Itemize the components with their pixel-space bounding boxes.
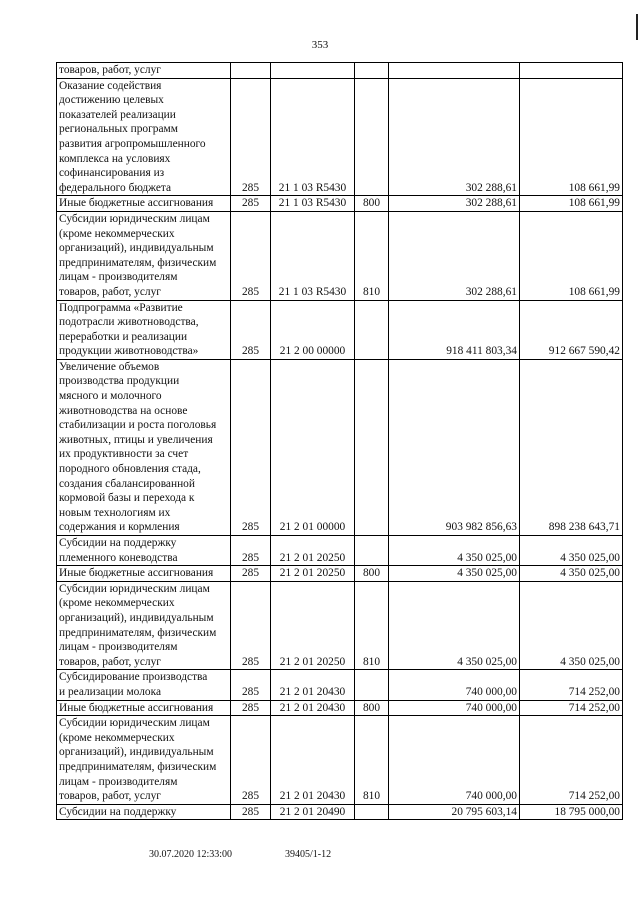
budget-table-body xyxy=(57,63,623,820)
page-edge-mark xyxy=(636,14,638,40)
expense-type: 800 xyxy=(355,566,389,582)
row-name-line: товаров, работ, услуг xyxy=(59,64,161,76)
row-name-line: создания сбалансированной xyxy=(59,477,195,490)
table-row xyxy=(57,359,623,535)
row-name-line: Субсидии на поддержку xyxy=(59,805,177,818)
amount-2: 108 661,99 xyxy=(520,196,623,212)
row-name xyxy=(57,63,231,79)
row-name-line: комплекса на условиях xyxy=(59,152,171,165)
admin-code xyxy=(231,63,271,79)
row-name-line: содержания и кормления xyxy=(59,521,180,534)
row-name xyxy=(57,804,231,820)
row-name-line: Иные бюджетные ассигнования xyxy=(59,567,214,580)
row-name-line: продукции животноводства» xyxy=(59,345,199,358)
target-article: 21 1 03 R5430 xyxy=(271,78,355,196)
row-name-line: Увеличение объемов xyxy=(59,360,160,373)
table-row xyxy=(57,581,623,670)
row-name xyxy=(57,670,231,700)
page-number: 353 xyxy=(311,39,329,51)
footer-datetime: 30.07.2020 12:33:00 xyxy=(149,849,233,860)
row-name-line: породного обновления стада, xyxy=(59,463,201,476)
row-name-line: новым технологиям их xyxy=(59,506,171,519)
admin-code: 285 xyxy=(231,716,271,805)
target-article: 21 1 03 R5430 xyxy=(271,211,355,300)
target-article xyxy=(271,63,355,79)
amount-2: 108 661,99 xyxy=(520,78,623,196)
amount-2: 18 795 000,00 xyxy=(520,804,623,820)
row-name xyxy=(57,536,231,566)
row-name xyxy=(57,700,231,716)
target-article: 21 2 01 00000 xyxy=(271,359,355,535)
amount-1: 302 288,61 xyxy=(389,78,520,196)
admin-code: 285 xyxy=(231,566,271,582)
expense-type: 800 xyxy=(355,700,389,716)
row-name-line: Субсидии юридическим лицам xyxy=(59,717,210,730)
amount-2: 4 350 025,00 xyxy=(520,566,623,582)
row-name xyxy=(57,300,231,359)
row-name-line: достижению целевых xyxy=(59,94,164,107)
expense-type xyxy=(355,536,389,566)
row-name-line: федерального бюджета xyxy=(59,181,172,194)
row-name-line: товаров, работ, услуг xyxy=(59,790,161,803)
table-row xyxy=(57,196,623,212)
amount-1: 302 288,61 xyxy=(389,211,520,300)
table-row xyxy=(57,566,623,582)
row-name-line: софинансирования из xyxy=(59,167,165,180)
table-row xyxy=(57,804,623,820)
row-name-line: производства продукции xyxy=(59,375,180,388)
row-name-line: переработки и реализации xyxy=(59,330,188,343)
amount-1: 4 350 025,00 xyxy=(389,581,520,670)
expense-type xyxy=(355,300,389,359)
target-article: 21 2 01 20430 xyxy=(271,700,355,716)
target-article: 21 1 03 R5430 xyxy=(271,196,355,212)
expense-type: 810 xyxy=(355,211,389,300)
row-name-line: Субсидии юридическим лицам xyxy=(59,212,210,225)
row-name-line: их продуктивности за счет xyxy=(59,448,189,461)
table-row xyxy=(57,670,623,700)
row-name-line: Субсидирование производства xyxy=(59,671,208,684)
amount-2: 108 661,99 xyxy=(520,211,623,300)
row-name-line: Субсидии юридическим лицам xyxy=(59,582,210,595)
footer-doc-code: 39405/1-12 xyxy=(285,849,332,860)
amount-2 xyxy=(520,63,623,79)
admin-code: 285 xyxy=(231,536,271,566)
admin-code: 285 xyxy=(231,211,271,300)
row-name-line: организаций), индивидуальным xyxy=(59,746,214,759)
amount-2: 714 252,00 xyxy=(520,670,623,700)
amount-2: 714 252,00 xyxy=(520,700,623,716)
admin-code: 285 xyxy=(231,670,271,700)
admin-code: 285 xyxy=(231,581,271,670)
target-article: 21 2 00 00000 xyxy=(271,300,355,359)
row-name-line: товаров, работ, услуг xyxy=(59,285,161,298)
row-name-line: региональных программ xyxy=(59,123,178,136)
row-name xyxy=(57,716,231,805)
row-name-line: предпринимателям, физическим xyxy=(59,760,217,773)
table-row xyxy=(57,211,623,300)
amount-1: 740 000,00 xyxy=(389,716,520,805)
target-article: 21 2 01 20250 xyxy=(271,536,355,566)
amount-1: 740 000,00 xyxy=(389,670,520,700)
row-name-line: (кроме некоммерческих xyxy=(59,227,175,240)
amount-1: 918 411 803,34 xyxy=(389,300,520,359)
row-name-line: племенного коневодства xyxy=(59,551,178,564)
admin-code: 285 xyxy=(231,300,271,359)
row-name xyxy=(57,196,231,212)
row-name-line: Оказание содействия xyxy=(59,79,162,92)
expense-type: 800 xyxy=(355,196,389,212)
row-name-line: предпринимателям, физическим xyxy=(59,626,217,639)
amount-2: 4 350 025,00 xyxy=(520,536,623,566)
row-name-line: мясного и молочного xyxy=(59,390,162,403)
row-name-line: лицам - производителям xyxy=(59,775,178,788)
amount-1: 903 982 856,63 xyxy=(389,359,520,535)
row-name-line: (кроме некоммерческих xyxy=(59,731,175,744)
row-name xyxy=(57,566,231,582)
table-row xyxy=(57,300,623,359)
row-name-line: и реализации молока xyxy=(59,685,162,698)
table-row xyxy=(57,716,623,805)
expense-type: 810 xyxy=(355,581,389,670)
row-name xyxy=(57,581,231,670)
target-article: 21 2 01 20490 xyxy=(271,804,355,820)
amount-1 xyxy=(389,63,520,79)
row-name-line: предпринимателям, физическим xyxy=(59,256,217,269)
amount-2: 898 238 643,71 xyxy=(520,359,623,535)
expense-type xyxy=(355,804,389,820)
expense-type xyxy=(355,78,389,196)
row-name-line: (кроме некоммерческих xyxy=(59,597,175,610)
admin-code: 285 xyxy=(231,196,271,212)
target-article: 21 2 01 20250 xyxy=(271,566,355,582)
row-name-line: организаций), индивидуальным xyxy=(59,611,214,624)
expense-type xyxy=(355,63,389,79)
row-name-line: кормовой базы и перехода к xyxy=(59,492,195,505)
target-article: 21 2 01 20250 xyxy=(271,581,355,670)
row-name-line: Иные бюджетные ассигнования xyxy=(59,701,214,714)
row-name-line: показателей реализации xyxy=(59,108,176,121)
table-row xyxy=(57,536,623,566)
amount-2: 714 252,00 xyxy=(520,716,623,805)
row-name-line: Субсидии на поддержку xyxy=(59,537,177,549)
admin-code: 285 xyxy=(231,804,271,820)
expense-type: 810 xyxy=(355,716,389,805)
target-article: 21 2 01 20430 xyxy=(271,670,355,700)
row-name xyxy=(57,211,231,300)
table-row xyxy=(57,700,623,716)
table-row xyxy=(57,78,623,196)
budget-table xyxy=(56,62,623,820)
row-name-line: Иные бюджетные ассигнования xyxy=(59,197,214,210)
amount-2: 912 667 590,42 xyxy=(520,300,623,359)
row-name-line: лицам - производителям xyxy=(59,271,178,284)
row-name xyxy=(57,359,231,535)
row-name-line: товаров, работ, услуг xyxy=(59,655,161,668)
admin-code: 285 xyxy=(231,359,271,535)
row-name-line: организаций), индивидуальным xyxy=(59,242,214,255)
expense-type xyxy=(355,670,389,700)
table-row xyxy=(57,63,623,79)
row-name-line: животноводства на основе xyxy=(59,404,188,417)
row-name-line: развития агропромышленного xyxy=(59,137,206,150)
admin-code: 285 xyxy=(231,700,271,716)
row-name-line: Подпрограмма «Развитие xyxy=(59,301,183,314)
row-name-line: лицам - производителям xyxy=(59,641,178,654)
row-name-line: стабилизации и роста поголовья xyxy=(59,419,217,432)
target-article: 21 2 01 20430 xyxy=(271,716,355,805)
row-name-line: подотрасли животноводства, xyxy=(59,316,199,329)
admin-code: 285 xyxy=(231,78,271,196)
amount-2: 4 350 025,00 xyxy=(520,581,623,670)
amount-1: 4 350 025,00 xyxy=(389,536,520,566)
amount-1: 740 000,00 xyxy=(389,700,520,716)
expense-type xyxy=(355,359,389,535)
amount-1: 20 795 603,14 xyxy=(389,804,520,820)
amount-1: 4 350 025,00 xyxy=(389,566,520,582)
row-name-line: животных, птицы и увеличения xyxy=(59,433,213,446)
row-name xyxy=(57,78,231,196)
amount-1: 302 288,61 xyxy=(389,196,520,212)
